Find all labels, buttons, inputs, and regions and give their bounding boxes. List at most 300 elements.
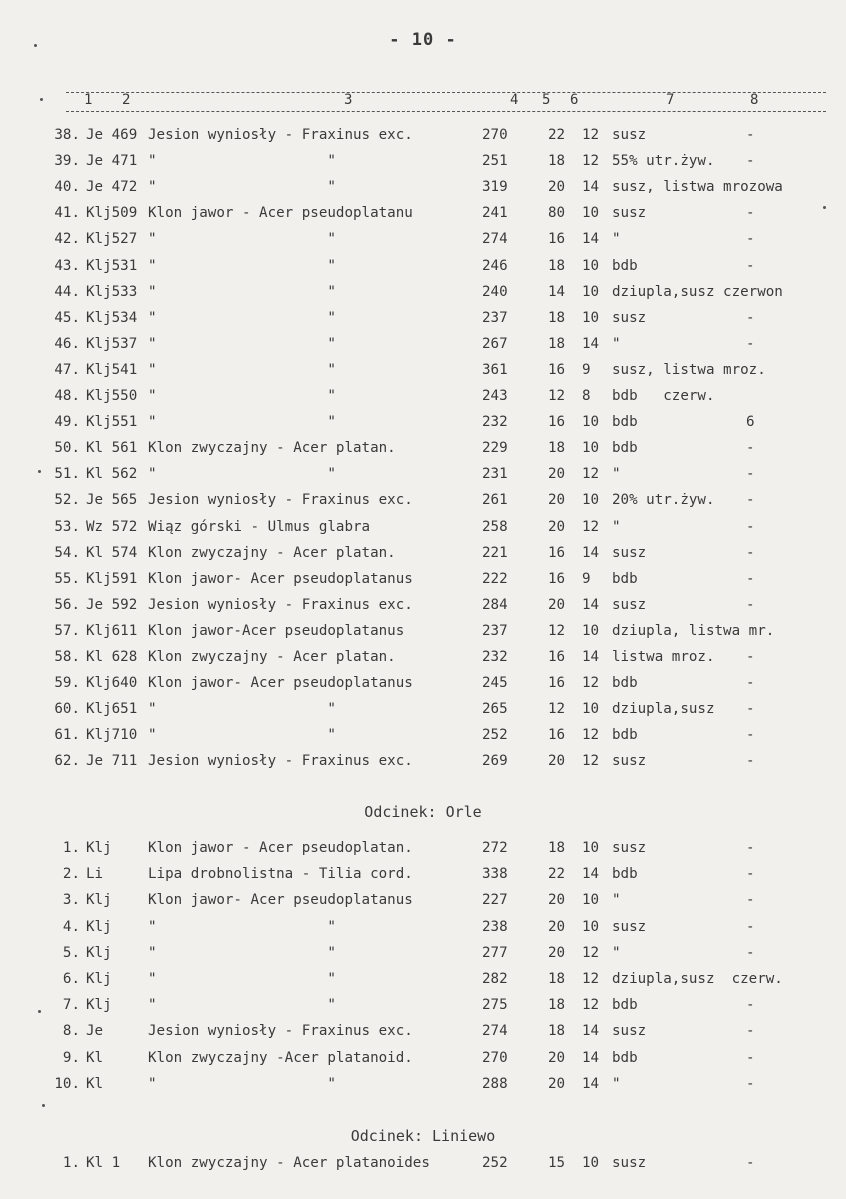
table-row [0, 863, 846, 885]
cell-col8: 6 [746, 414, 755, 430]
col-header-1: 1 [84, 92, 93, 108]
cell-col5: 20 [548, 945, 566, 961]
cell-col6: 12 [582, 971, 600, 987]
cell-col8: - [746, 127, 755, 143]
cell-col7: bdb [612, 1050, 638, 1066]
table-row [0, 176, 846, 198]
cell-col8: - [746, 675, 755, 691]
table-row [0, 437, 846, 459]
cell-col4: 221 [482, 545, 508, 561]
cell-col6: 12 [582, 753, 600, 769]
cell-col6: 10 [582, 205, 600, 221]
cell-number: 50. [54, 440, 80, 456]
cell-col5: 14 [548, 284, 566, 300]
cell-number: 57. [54, 623, 80, 639]
table-row [0, 672, 846, 694]
cell-col5: 16 [548, 571, 566, 587]
cell-col7: bdb [612, 866, 638, 882]
cell-species: Wiąz górski - Ulmus glabra [148, 519, 371, 535]
cell-number: 48. [54, 388, 80, 404]
cell-species: " " [148, 997, 336, 1013]
cell-code: Li [86, 866, 104, 882]
cell-col5: 12 [548, 701, 566, 717]
cell-number: 51. [54, 466, 80, 482]
col-header-7: 7 [666, 92, 675, 108]
table-row [0, 724, 846, 746]
table-row [0, 307, 846, 329]
cell-code: Klj537 [86, 336, 138, 352]
cell-col6: 12 [582, 727, 600, 743]
cell-col5: 15 [548, 1155, 566, 1171]
cell-code: Je 592 [86, 597, 138, 613]
cell-col6: 14 [582, 866, 600, 882]
cell-col7: dziupla,susz czerw. [612, 971, 783, 987]
cell-col4: 267 [482, 336, 508, 352]
cell-col8: - [746, 840, 755, 856]
cell-species: Klon zwyczajny - Acer platan. [148, 440, 396, 456]
table-row [0, 1020, 846, 1042]
cell-col7: bdb [612, 675, 638, 691]
cell-col7: " [612, 892, 621, 908]
cell-col7: susz [612, 205, 647, 221]
cell-col6: 10 [582, 701, 600, 717]
cell-number: 59. [54, 675, 80, 691]
cell-code: Klj541 [86, 362, 138, 378]
cell-col5: 16 [548, 649, 566, 665]
cell-col7: susz [612, 310, 647, 326]
cell-number: 3. [62, 892, 80, 908]
cell-col6: 10 [582, 258, 600, 274]
cell-code: Je 472 [86, 179, 138, 195]
cell-col5: 80 [548, 205, 566, 221]
cell-species: " " [148, 1076, 336, 1092]
cell-col8: - [746, 258, 755, 274]
cell-col6: 14 [582, 1050, 600, 1066]
cell-col4: 282 [482, 971, 508, 987]
cell-number: 47. [54, 362, 80, 378]
cell-code: Klj [86, 945, 112, 961]
cell-col6: 8 [582, 388, 591, 404]
cell-col7: susz, listwa mroz. [612, 362, 766, 378]
table-row [0, 968, 846, 990]
cell-col5: 22 [548, 127, 566, 143]
table-row [0, 333, 846, 355]
cell-species: " " [148, 388, 336, 404]
cell-col4: 265 [482, 701, 508, 717]
cell-col4: 246 [482, 258, 508, 274]
cell-col4: 222 [482, 571, 508, 587]
cell-number: 1. [62, 840, 80, 856]
cell-col5: 20 [548, 919, 566, 935]
cell-number: 39. [54, 153, 80, 169]
cell-number: 7. [62, 997, 80, 1013]
cell-number: 45. [54, 310, 80, 326]
cell-col5: 18 [548, 336, 566, 352]
cell-col6: 14 [582, 1076, 600, 1092]
table-row [0, 516, 846, 538]
cell-col4: 237 [482, 310, 508, 326]
cell-col7: " [612, 519, 621, 535]
cell-species: " " [148, 414, 336, 430]
cell-col4: 240 [482, 284, 508, 300]
cell-code: Klj [86, 997, 112, 1013]
col-header-3: 3 [344, 92, 353, 108]
section-title: Odcinek: Liniewo [350, 1127, 496, 1145]
page-number: - 10 - [389, 30, 457, 50]
cell-number: 41. [54, 205, 80, 221]
cell-species: Klon jawor- Acer pseudoplatanus [148, 675, 413, 691]
cell-col6: 10 [582, 310, 600, 326]
cell-col4: 229 [482, 440, 508, 456]
cell-species: Klon zwyczajny - Acer platan. [148, 545, 396, 561]
cell-code: Kl [86, 1076, 104, 1092]
cell-col7: bdb [612, 258, 638, 274]
cell-col7: dziupla,susz [612, 701, 715, 717]
cell-species: " " [148, 945, 336, 961]
cell-col4: 261 [482, 492, 508, 508]
table-row [0, 359, 846, 381]
cell-number: 44. [54, 284, 80, 300]
cell-number: 60. [54, 701, 80, 717]
cell-col8: - [746, 597, 755, 613]
cell-col7: bdb czerw. [612, 388, 715, 404]
cell-col5: 18 [548, 310, 566, 326]
cell-col4: 238 [482, 919, 508, 935]
cell-col4: 245 [482, 675, 508, 691]
table-row [0, 202, 846, 224]
table-row [0, 1047, 846, 1069]
cell-code: Kl 562 [86, 466, 138, 482]
cell-number: 58. [54, 649, 80, 665]
cell-code: Klj527 [86, 231, 138, 247]
cell-species: Klon jawor- Acer pseudoplatanus [148, 892, 413, 908]
cell-species: Jesion wyniosły - Fraxinus exc. [148, 1023, 413, 1039]
cell-col5: 16 [548, 362, 566, 378]
cell-col4: 272 [482, 840, 508, 856]
cell-col7: susz [612, 840, 647, 856]
cell-code: Klj591 [86, 571, 138, 587]
cell-col6: 9 [582, 362, 591, 378]
cell-species: " " [148, 727, 336, 743]
table-row [0, 594, 846, 616]
cell-species: " " [148, 466, 336, 482]
cell-number: 42. [54, 231, 80, 247]
cell-species: Jesion wyniosły - Fraxinus exc. [148, 753, 413, 769]
cell-col6: 9 [582, 571, 591, 587]
cell-col7: " [612, 231, 621, 247]
cell-col6: 14 [582, 597, 600, 613]
cell-col5: 16 [548, 414, 566, 430]
cell-col4: 319 [482, 179, 508, 195]
cell-col4: 232 [482, 649, 508, 665]
cell-col5: 16 [548, 545, 566, 561]
cell-col4: 252 [482, 727, 508, 743]
cell-number: 56. [54, 597, 80, 613]
cell-code: Klj [86, 840, 112, 856]
cell-col8: - [746, 727, 755, 743]
cell-col8: - [746, 336, 755, 352]
cell-number: 46. [54, 336, 80, 352]
table-row [0, 750, 846, 772]
cell-col5: 18 [548, 997, 566, 1013]
cell-col7: susz [612, 753, 647, 769]
cell-col8: - [746, 545, 755, 561]
cell-col8: - [746, 866, 755, 882]
cell-col4: 284 [482, 597, 508, 613]
cell-number: 1. [62, 1155, 80, 1171]
cell-code: Klj534 [86, 310, 138, 326]
cell-col5: 20 [548, 492, 566, 508]
cell-col5: 16 [548, 727, 566, 743]
cell-number: 2. [62, 866, 80, 882]
cell-code: Klj640 [86, 675, 138, 691]
cell-col4: 251 [482, 153, 508, 169]
cell-col6: 14 [582, 231, 600, 247]
cell-code: Je 565 [86, 492, 138, 508]
cell-species: Lipa drobnolistna - Tilia cord. [148, 866, 413, 882]
cell-col7: bdb [612, 440, 638, 456]
cell-col4: 269 [482, 753, 508, 769]
cell-species: " " [148, 919, 336, 935]
cell-species: Klon jawor - Acer pseudoplatan. [148, 840, 413, 856]
cell-col4: 275 [482, 997, 508, 1013]
cell-species: " " [148, 701, 336, 717]
cell-col5: 16 [548, 675, 566, 691]
col-header-5: 5 [542, 92, 551, 108]
cell-col7: susz, listwa mrozowa [612, 179, 783, 195]
cell-number: 10. [54, 1076, 80, 1092]
cell-code: Kl 574 [86, 545, 138, 561]
cell-code: Je 469 [86, 127, 138, 143]
cell-col8: - [746, 1076, 755, 1092]
cell-col7: 55% utr.żyw. [612, 153, 715, 169]
table-row [0, 542, 846, 564]
cell-col7: susz [612, 127, 647, 143]
cell-col6: 12 [582, 997, 600, 1013]
cell-col5: 22 [548, 866, 566, 882]
table-row [0, 916, 846, 938]
column-header-rule [66, 92, 826, 112]
cell-col5: 20 [548, 753, 566, 769]
cell-col7: " [612, 1076, 621, 1092]
cell-code: Kl [86, 1050, 104, 1066]
cell-col4: 288 [482, 1076, 508, 1092]
table-row [0, 1152, 846, 1174]
cell-col8: - [746, 205, 755, 221]
cell-number: 38. [54, 127, 80, 143]
cell-col7: bdb [612, 727, 638, 743]
cell-code: Klj [86, 892, 112, 908]
cell-col4: 241 [482, 205, 508, 221]
cell-col7: bdb [612, 997, 638, 1013]
table-row [0, 889, 846, 911]
cell-species: " " [148, 362, 336, 378]
cell-col6: 12 [582, 466, 600, 482]
cell-col6: 12 [582, 519, 600, 535]
cell-col6: 10 [582, 440, 600, 456]
cell-code: Klj509 [86, 205, 138, 221]
cell-col4: 277 [482, 945, 508, 961]
table-row [0, 281, 846, 303]
table-row [0, 385, 846, 407]
cell-col8: - [746, 440, 755, 456]
cell-col5: 20 [548, 892, 566, 908]
cell-col8: - [746, 945, 755, 961]
cell-col8: - [746, 1023, 755, 1039]
cell-col8: - [746, 310, 755, 326]
cell-col8: - [746, 701, 755, 717]
cell-col4: 231 [482, 466, 508, 482]
cell-col4: 361 [482, 362, 508, 378]
cell-col7: bdb [612, 414, 638, 430]
cell-code: Klj710 [86, 727, 138, 743]
table-row [0, 568, 846, 590]
cell-col6: 10 [582, 414, 600, 430]
cell-col4: 232 [482, 414, 508, 430]
col-header-6: 6 [570, 92, 579, 108]
cell-col8: - [746, 1050, 755, 1066]
cell-number: 61. [54, 727, 80, 743]
cell-species: " " [148, 258, 336, 274]
cell-col7: susz [612, 597, 647, 613]
cell-col4: 274 [482, 231, 508, 247]
cell-col8: - [746, 997, 755, 1013]
cell-species: " " [148, 336, 336, 352]
cell-col6: 14 [582, 649, 600, 665]
table-row [0, 698, 846, 720]
cell-number: 62. [54, 753, 80, 769]
cell-species: Klon jawor-Acer pseudoplatanus [148, 623, 405, 639]
table-row [0, 463, 846, 485]
cell-species: Klon jawor - Acer pseudoplatanu [148, 205, 413, 221]
cell-col4: 270 [482, 127, 508, 143]
cell-code: Je [86, 1023, 104, 1039]
cell-col6: 10 [582, 1155, 600, 1171]
cell-col7: 20% utr.żyw. [612, 492, 715, 508]
table-row [0, 837, 846, 859]
cell-number: 9. [62, 1050, 80, 1066]
cell-col8: - [746, 231, 755, 247]
cell-species: " " [148, 231, 336, 247]
cell-number: 6. [62, 971, 80, 987]
cell-code: Klj651 [86, 701, 138, 717]
cell-col6: 10 [582, 919, 600, 935]
cell-code: Je 711 [86, 753, 138, 769]
cell-col5: 20 [548, 179, 566, 195]
table-row [0, 1073, 846, 1095]
cell-species: " " [148, 971, 336, 987]
table-row [0, 124, 846, 146]
cell-col6: 14 [582, 545, 600, 561]
cell-col6: 12 [582, 127, 600, 143]
table-row [0, 646, 846, 668]
cell-col8: - [746, 519, 755, 535]
cell-species: " " [148, 153, 336, 169]
cell-col6: 14 [582, 336, 600, 352]
cell-number: 43. [54, 258, 80, 274]
table-row [0, 620, 846, 642]
col-header-8: 8 [750, 92, 759, 108]
cell-col5: 18 [548, 153, 566, 169]
cell-col5: 18 [548, 840, 566, 856]
cell-species: Klon jawor- Acer pseudoplatanus [148, 571, 413, 587]
cell-col5: 12 [548, 388, 566, 404]
col-header-4: 4 [510, 92, 519, 108]
cell-col6: 10 [582, 284, 600, 300]
cell-col5: 20 [548, 519, 566, 535]
cell-number: 40. [54, 179, 80, 195]
cell-col7: susz [612, 919, 647, 935]
cell-col5: 18 [548, 258, 566, 274]
cell-col5: 20 [548, 1076, 566, 1092]
cell-col8: - [746, 649, 755, 665]
cell-code: Klj611 [86, 623, 138, 639]
cell-col4: 227 [482, 892, 508, 908]
cell-col7: susz [612, 1155, 647, 1171]
cell-col4: 338 [482, 866, 508, 882]
cell-code: Klj [86, 919, 112, 935]
cell-col7: listwa mroz. [612, 649, 715, 665]
cell-col6: 12 [582, 945, 600, 961]
cell-number: 4. [62, 919, 80, 935]
table-row [0, 255, 846, 277]
cell-code: Klj [86, 971, 112, 987]
table-row [0, 994, 846, 1016]
cell-code: Klj531 [86, 258, 138, 274]
cell-col5: 18 [548, 971, 566, 987]
cell-col4: 237 [482, 623, 508, 639]
cell-species: Klon zwyczajny - Acer platan. [148, 649, 396, 665]
cell-col5: 18 [548, 1023, 566, 1039]
cell-number: 52. [54, 492, 80, 508]
cell-col4: 243 [482, 388, 508, 404]
cell-species: " " [148, 284, 336, 300]
cell-col8: - [746, 153, 755, 169]
cell-col8: - [746, 571, 755, 587]
cell-col6: 12 [582, 675, 600, 691]
cell-species: Jesion wyniosły - Fraxinus exc. [148, 597, 413, 613]
cell-col6: 12 [582, 153, 600, 169]
col-header-2: 2 [122, 92, 131, 108]
cell-species: Klon zwyczajny - Acer platanoides [148, 1155, 430, 1171]
cell-col7: dziupla,susz czerwon [612, 284, 783, 300]
cell-code: Wz 572 [86, 519, 138, 535]
cell-col6: 10 [582, 840, 600, 856]
table-row [0, 411, 846, 433]
cell-col5: 12 [548, 623, 566, 639]
cell-col5: 20 [548, 597, 566, 613]
cell-col8: - [746, 892, 755, 908]
cell-col6: 10 [582, 892, 600, 908]
cell-col4: 252 [482, 1155, 508, 1171]
cell-number: 54. [54, 545, 80, 561]
cell-number: 8. [62, 1023, 80, 1039]
cell-number: 49. [54, 414, 80, 430]
cell-col4: 274 [482, 1023, 508, 1039]
cell-col5: 20 [548, 1050, 566, 1066]
cell-col7: bdb [612, 571, 638, 587]
cell-species: " " [148, 310, 336, 326]
cell-code: Kl 628 [86, 649, 138, 665]
cell-code: Klj533 [86, 284, 138, 300]
cell-col7: dziupla, listwa mr. [612, 623, 775, 639]
cell-species: " " [148, 179, 336, 195]
cell-col8: - [746, 492, 755, 508]
cell-code: Kl 1 [86, 1155, 121, 1171]
cell-col7: " [612, 466, 621, 482]
cell-col7: " [612, 336, 621, 352]
cell-col7: susz [612, 545, 647, 561]
